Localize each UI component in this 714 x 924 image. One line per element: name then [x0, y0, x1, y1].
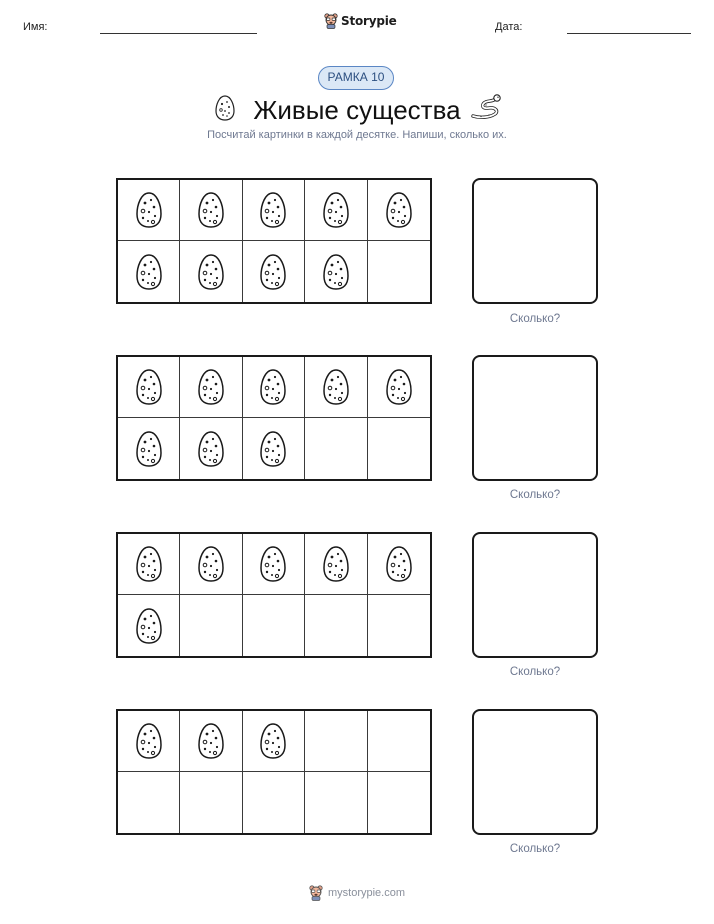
egg-icon [384, 367, 414, 407]
answer-box-2[interactable] [472, 355, 598, 481]
ten-frame-cell [305, 534, 367, 595]
ten-frame-cell [243, 418, 305, 479]
ten-frame-cell [305, 595, 367, 656]
egg-icon [134, 606, 164, 646]
egg-icon [134, 252, 164, 292]
egg-icon [258, 190, 288, 230]
bear-mascot-icon [309, 885, 323, 901]
egg-icon [196, 252, 226, 292]
answer-label-2: Сколько? [509, 489, 561, 501]
answer-box-3[interactable] [472, 532, 598, 658]
ten-frame-cell [180, 711, 242, 772]
egg-icon [384, 190, 414, 230]
brand-name: Storypie [341, 14, 397, 28]
ten-frame-cell [243, 357, 305, 418]
egg-icon [258, 544, 288, 584]
frame-badge: РАМКА 10 [318, 66, 394, 90]
ten-frame-cell [180, 357, 242, 418]
ten-frame-cell [368, 180, 430, 241]
ten-frame-cell [243, 180, 305, 241]
egg-icon [196, 190, 226, 230]
ten-frame-cell [243, 772, 305, 833]
ten-frame-cell [368, 357, 430, 418]
ten-frame-cell [180, 180, 242, 241]
name-label: Имя: [23, 21, 48, 33]
ten-frame-cell [180, 241, 242, 302]
ten-frame-cell [118, 534, 180, 595]
ten-frame-cell [180, 595, 242, 656]
egg-icon [258, 367, 288, 407]
ten-frame-cell [180, 772, 242, 833]
ten-frame-cell [243, 241, 305, 302]
egg-icon [134, 544, 164, 584]
ten-frame-cell [368, 241, 430, 302]
instructions: Посчитай картинки в каждой десятке. Напиши, сколько их. [207, 129, 507, 141]
date-label: Дата: [495, 21, 523, 33]
storypie-logo [324, 13, 397, 29]
egg-icon [321, 367, 351, 407]
ten-frame-cell [118, 418, 180, 479]
answer-label-1: Сколько? [509, 313, 561, 325]
ten-frame-4 [116, 709, 432, 835]
date-line[interactable] [567, 33, 691, 34]
ten-frame-cell [368, 711, 430, 772]
ten-frame-cell [118, 180, 180, 241]
egg-icon [321, 252, 351, 292]
egg-icon [134, 721, 164, 761]
ten-frame-cell [368, 595, 430, 656]
egg-icon [258, 721, 288, 761]
ten-frame-cell [180, 534, 242, 595]
ten-frame-cell [243, 534, 305, 595]
egg-icon [134, 190, 164, 230]
ten-frame-cell [118, 357, 180, 418]
ten-frame-cell [368, 534, 430, 595]
egg-icon [134, 367, 164, 407]
snake-icon [469, 94, 503, 120]
bear-mascot-icon [324, 13, 338, 29]
ten-frame-cell [118, 241, 180, 302]
ten-frame-cell [305, 418, 367, 479]
name-line[interactable] [100, 33, 257, 34]
egg-icon [321, 544, 351, 584]
egg-icon [196, 544, 226, 584]
ten-frame-cell [243, 711, 305, 772]
ten-frame-cell [243, 595, 305, 656]
ten-frame-3 [116, 532, 432, 658]
answer-label-3: Сколько? [509, 666, 561, 678]
egg-icon [258, 252, 288, 292]
ten-frame-2 [116, 355, 432, 481]
ten-frame-cell [118, 711, 180, 772]
ten-frame-cell [305, 180, 367, 241]
egg-icon [196, 721, 226, 761]
ten-frame-cell [305, 357, 367, 418]
egg-icon [134, 429, 164, 469]
ten-frame-cell [305, 241, 367, 302]
page-title: Живые существа [253, 95, 461, 125]
egg-icon [196, 429, 226, 469]
egg-icon [321, 190, 351, 230]
ten-frame-cell [305, 711, 367, 772]
egg-icon [196, 367, 226, 407]
footer-url: mystorypie.com [327, 887, 406, 899]
ten-frame-cell [305, 772, 367, 833]
ten-frame-cell [118, 772, 180, 833]
ten-frame-cell [368, 772, 430, 833]
footer [0, 885, 714, 901]
ten-frame-1 [116, 178, 432, 304]
ten-frame-cell [368, 418, 430, 479]
ten-frame-cell [118, 595, 180, 656]
answer-box-1[interactable] [472, 178, 598, 304]
answer-box-4[interactable] [472, 709, 598, 835]
egg-icon [384, 544, 414, 584]
ten-frame-cell [180, 418, 242, 479]
egg-icon [258, 429, 288, 469]
answer-label-4: Сколько? [509, 843, 561, 855]
